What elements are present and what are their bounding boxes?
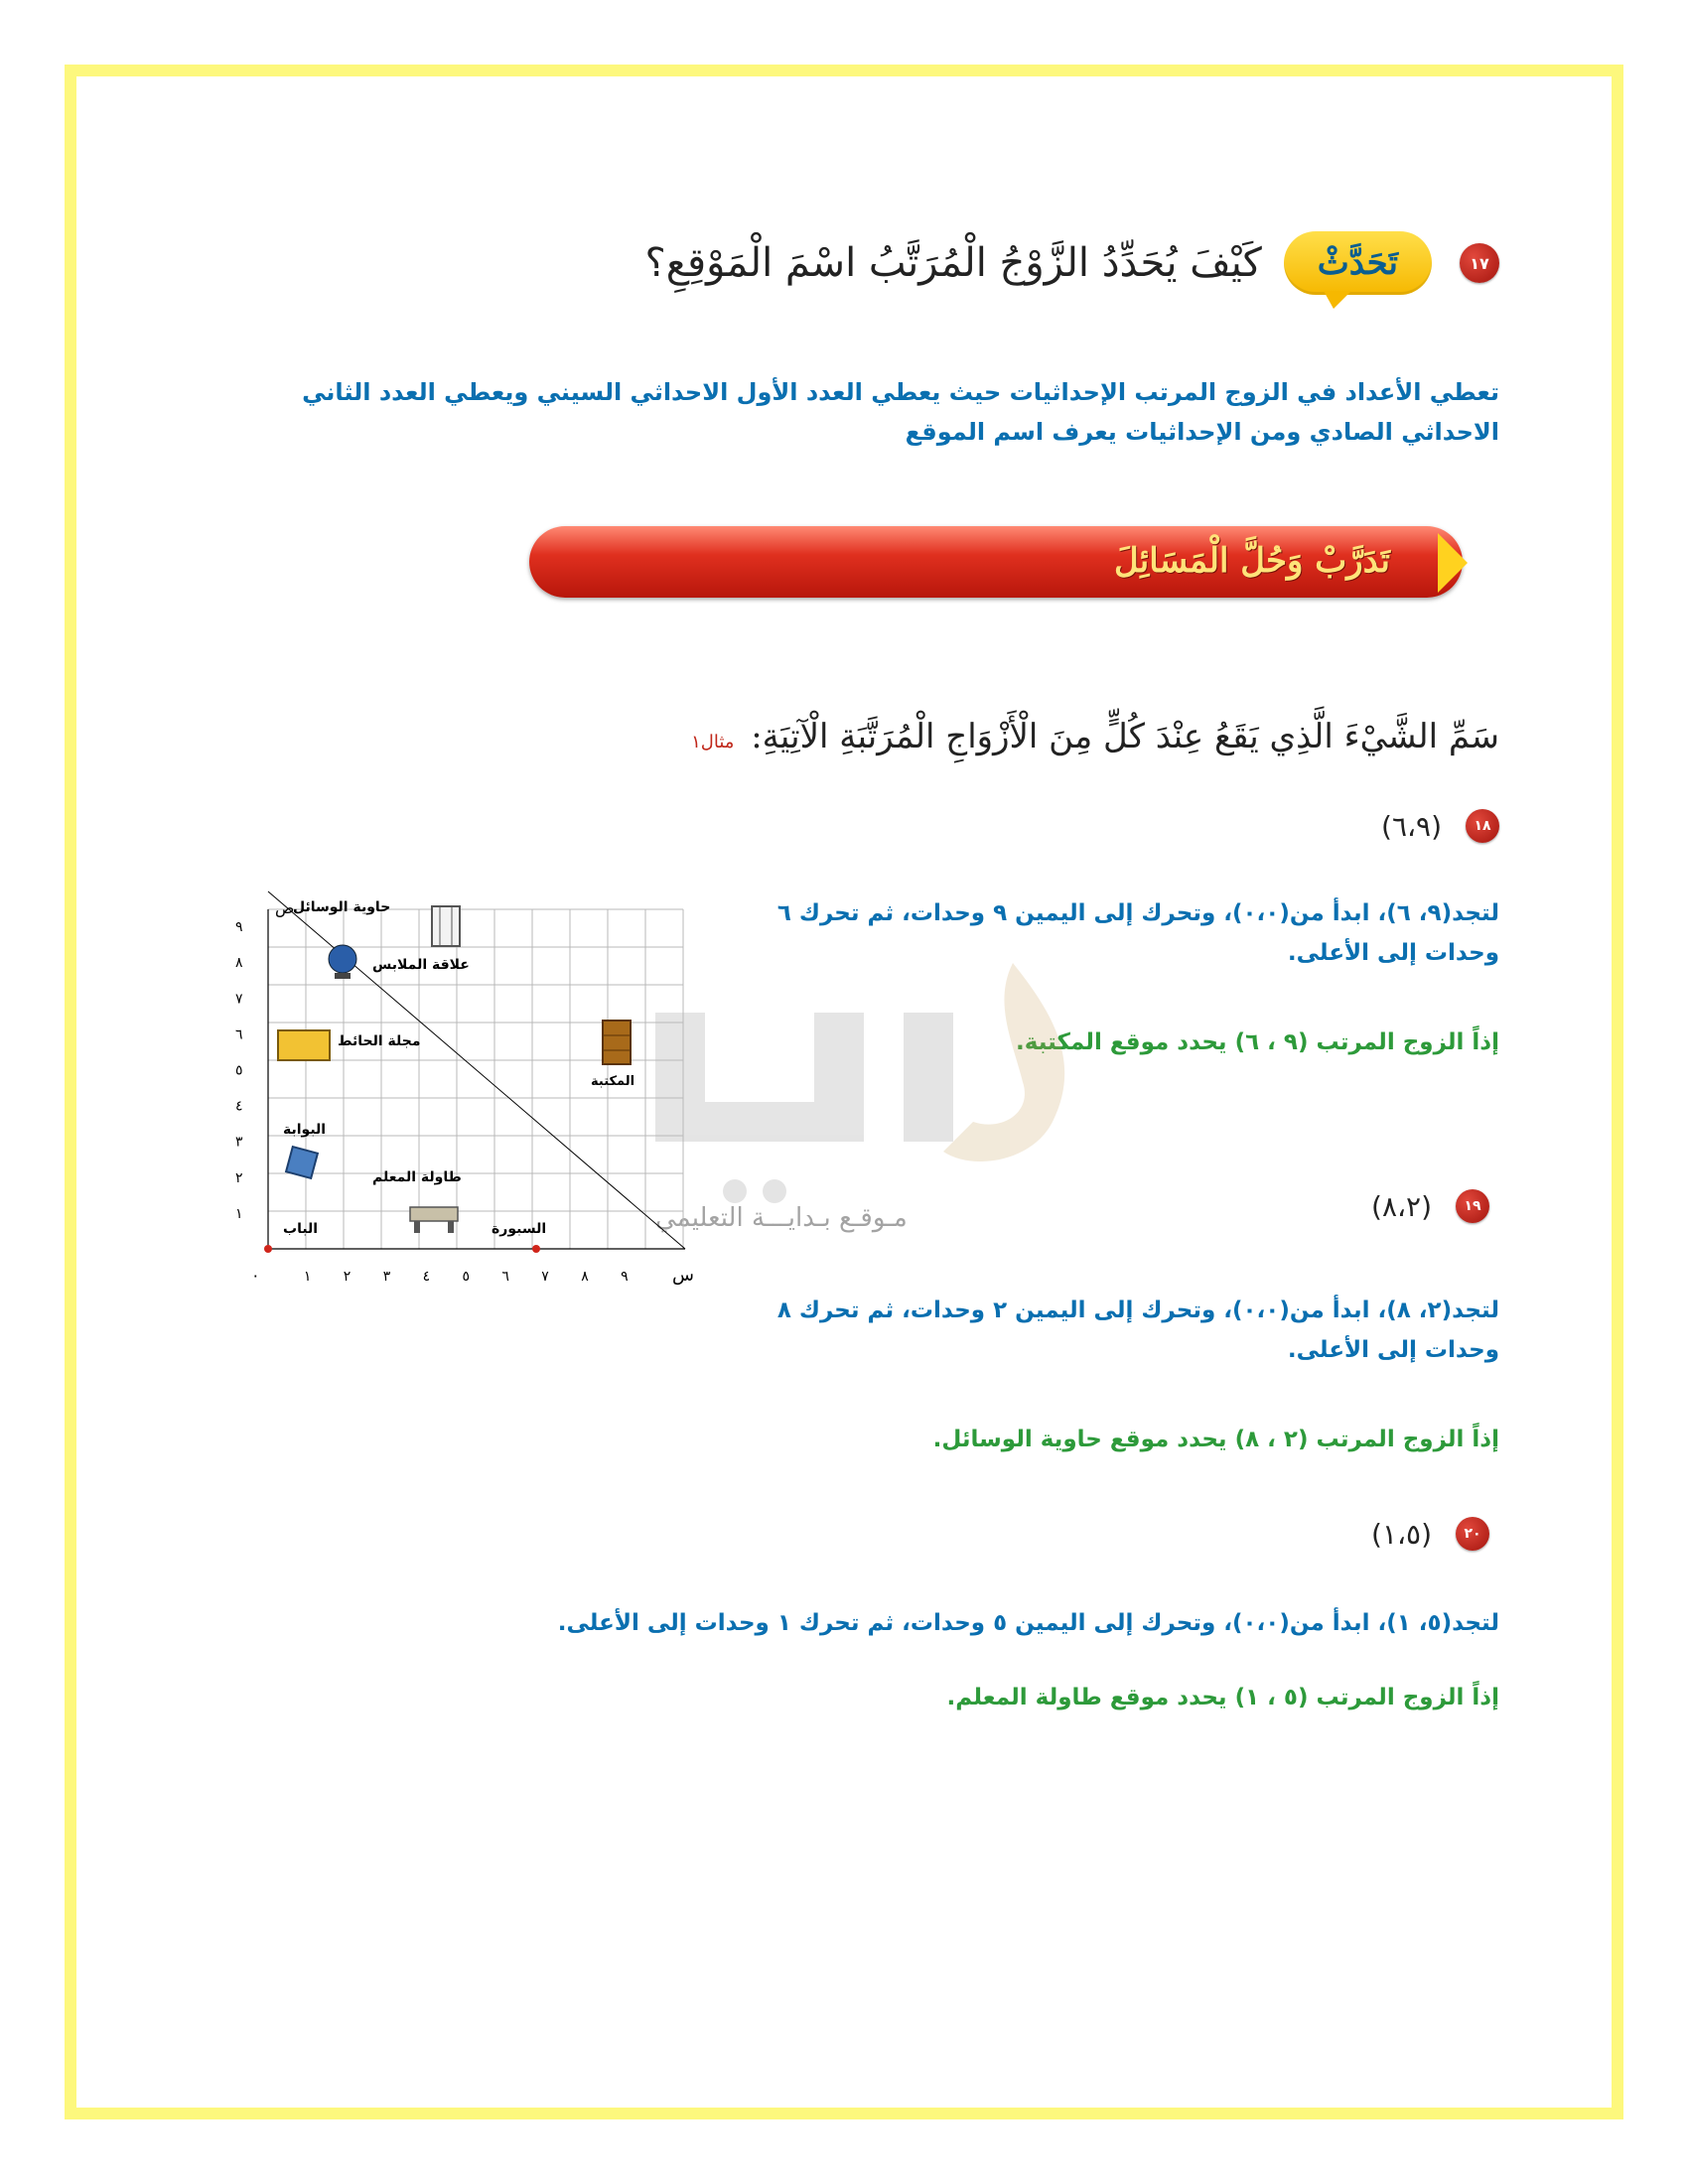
ordered-pair: (٦،٩) <box>1381 809 1442 843</box>
problem-number-badge: ٢٠ <box>1456 1517 1489 1551</box>
problem-20-header <box>1371 1517 1489 1551</box>
x-tick-label: ٢ <box>343 1269 352 1285</box>
x-tick-label: ١ <box>303 1269 312 1285</box>
bulletin-icon <box>278 1030 330 1060</box>
x-axis-label: س <box>672 1265 694 1286</box>
y-tick-label: ٨ <box>235 955 243 972</box>
y-axis-label: ص <box>275 898 295 917</box>
problem-18-result: إذاً الزوج المرتب (٩ ، ٦) يحدد موقع المكتبة. <box>1016 1029 1499 1055</box>
question-text: كَيْفَ يُحَدِّدُ الزَّوْجُ الْمُرَتَّبُ اسْمَ الْمَوْقِعِ؟ <box>644 240 1262 286</box>
teacher-desk-label: طاولة المعلم <box>372 1169 462 1185</box>
ordered-pair: (٨،٢) <box>1371 1189 1432 1223</box>
ordered-pair: (١،٥) <box>1371 1517 1432 1551</box>
instruction-text: سَمِّ الشَّيْءَ الَّذِي يَقَعُ عِنْدَ كُلٍّ مِنَ الْأَزْوَاجِ الْمُرَتَّبَةِ الْآتِيَةِ: <box>751 717 1499 756</box>
origin-label: ٠ <box>251 1266 260 1285</box>
problem-20-steps: لتجد(٥، ١)، ابدأ من(٠،٠)، وتحرك إلى اليمين ٥ وحدات، ثم تحرك ١ وحدات إلى الأعلى. <box>557 1610 1499 1636</box>
board-point <box>532 1245 540 1253</box>
problem-19-header <box>1371 1189 1489 1223</box>
problem-18-header <box>1381 809 1499 843</box>
x-tick-label: ٤ <box>422 1269 431 1285</box>
coat-rack-label: علاقة الملابس <box>372 957 470 973</box>
teacher-desk-icon <box>410 1207 458 1233</box>
example-tag: مثال١ <box>691 732 735 752</box>
watermark-text: مـوقـع بـدايـــة التعليمي <box>655 1203 908 1233</box>
question-17 <box>644 223 1499 303</box>
instruction <box>691 717 1499 756</box>
x-tick-label: ٧ <box>541 1269 549 1285</box>
question-17-answer: تعطي الأعداد في الزوج المرتب الإحداثيات حيث يعطي العدد الأول الاحداثي السيني ويعطي العدد الثاني الاحداثي الصادي ومن الإحداثيات يعرف اسم الموقع <box>302 378 1499 446</box>
x-axis <box>268 891 685 1249</box>
problem-number-badge: ١٩ <box>1456 1189 1489 1223</box>
coat-rack-icon <box>432 906 460 946</box>
origin-point <box>264 1245 272 1253</box>
y-tick-label: ٦ <box>235 1026 243 1043</box>
x-tick-label: ٨ <box>581 1269 589 1285</box>
y-tick-label: ٥ <box>235 1062 243 1079</box>
banner-arrow-icon <box>1438 533 1468 593</box>
y-tick-label: ٢ <box>235 1169 243 1186</box>
media-bin-icon <box>329 945 356 979</box>
y-tick-label: ١ <box>235 1205 243 1222</box>
section-banner-title: تَدَرَّبْ وَحُلَّ الْمَسَائِلَ <box>1114 541 1390 581</box>
problem-18-steps: لتجد(٩، ٦)، ابدأ من(٠،٠)، وتحرك إلى اليمين ٩ وحدات، ثم تحرك ٦ وحدات إلى الأعلى. <box>776 900 1499 966</box>
y-tick-label: ٩ <box>235 919 243 936</box>
problem-19-result: إذاً الزوج المرتب (٢ ، ٨) يحدد موقع حاوية الوسائل. <box>932 1427 1499 1452</box>
door-label: الباب <box>283 1221 319 1237</box>
y-tick-label: ٤ <box>235 1098 243 1115</box>
problem-number-badge: ١٨ <box>1466 809 1499 843</box>
y-tick-label: ٣ <box>235 1134 243 1151</box>
bulletin-label: مجلة الحائط <box>338 1033 421 1049</box>
x-tick-label: ٦ <box>501 1269 509 1285</box>
library-label: المكتبة <box>591 1074 635 1089</box>
y-tick-label: ٧ <box>235 991 243 1008</box>
x-tick-label: ٩ <box>621 1269 629 1285</box>
x-tick-label: ٣ <box>382 1269 391 1285</box>
problem-20-result: إذاً الزوج المرتب (٥ ، ١) يحدد موقع طاولة المعلم. <box>946 1685 1499 1710</box>
talk-bubble: تَحَدَّثْ <box>1284 231 1432 295</box>
problem-19-steps: لتجد(٢، ٨)، ابدأ من(٠،٠)، وتحرك إلى اليمين ٢ وحدات، ثم تحرك ٨ وحدات إلى الأعلى. <box>776 1297 1499 1363</box>
coordinate-grid <box>223 891 694 1289</box>
media-bin-label: حاوية الوسائل <box>293 899 391 915</box>
x-tick-label: ٥ <box>462 1269 471 1285</box>
question-number-badge: ١٧ <box>1460 243 1499 283</box>
board-label: السبورة <box>492 1221 547 1237</box>
library-icon <box>603 1021 631 1064</box>
gate-label: البوابة <box>283 1122 327 1138</box>
gate-icon <box>286 1147 318 1178</box>
